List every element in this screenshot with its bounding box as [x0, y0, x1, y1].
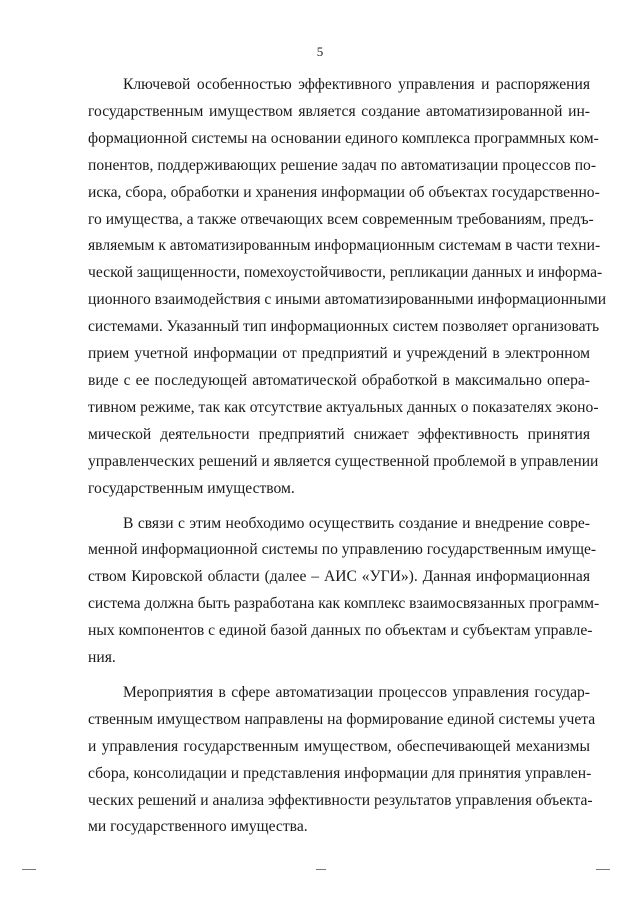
text-line: Мероприятия в сфере автоматизации процессов управления государ- [123, 683, 590, 701]
text-line: иска, сбора, обработки и хранения информации об объектах государственно- [88, 183, 600, 201]
text-line: ством Кировской области (далее – АИС «УГИ»). Данная информационная [88, 568, 590, 586]
body-text [88, 72, 607, 841]
text-line: В связи с этим необходимо осуществить создание и внедрение совре- [123, 514, 590, 532]
paragraph-gap [88, 503, 590, 511]
paragraph-gap [88, 672, 590, 680]
text-line: ственным имуществом направлены на формирование единой системы учета [88, 710, 596, 728]
paragraph-2 [88, 511, 600, 672]
text-line: ния. [88, 649, 116, 667]
text-line: сбора, консолидации и представления информации для принятия управлен- [88, 764, 592, 782]
text-line: и управления государственным имуществом, обеспечивающей механизмы [88, 737, 590, 755]
paragraph-3 [88, 680, 596, 841]
text-line: системами. Указанный тип информационных систем позволяет организовать [88, 318, 600, 336]
text-line: мической деятельности предприятий снижает эффективность принятия [88, 425, 590, 443]
text-line: ческой защищенности, помехоустойчивости, репликации данных и информа- [88, 264, 603, 282]
text-line: государственным имуществом. [88, 479, 295, 497]
text-line: понентов, поддерживающих решение задач по автоматизации процессов по- [88, 156, 597, 174]
text-line: ми государственного имущества. [88, 818, 308, 836]
text-line: тивном режиме, так как отсутствие актуальных данных о показателях эконо- [88, 398, 599, 416]
text-line: являемым к автоматизированным информационным системам в части техни- [88, 237, 601, 255]
text-line: управленческих решений и является существенной проблемой в управлении [88, 452, 599, 470]
text-line: го имущества, а также отвечающих всем современным требованиям, предъ- [88, 210, 594, 228]
text-line: ческих решений и анализа эффективности результатов управления объекта- [88, 791, 593, 809]
scan-speck [596, 869, 610, 870]
text-line: Ключевой особенностью эффективного управления и распоряжения [123, 76, 590, 93]
page-number: 5 [316, 44, 324, 59]
scan-speck [22, 869, 36, 870]
text-line: система должна быть разработана как комплекс взаимосвязанных программ- [88, 595, 600, 613]
text-line: прием учетной информации от предприятий и учреждений в электронном [88, 345, 590, 363]
text-line: формационной системы на основании единого комплекса программных ком- [88, 129, 599, 147]
text-line: менной информационной системы по управлению государственным имуще- [88, 541, 597, 559]
text-line: ционного взаимодействия с иными автоматизированными информационными [88, 291, 607, 309]
text-line: ных компонентов с единой базой данных по объектам и субъектам управле- [88, 622, 593, 640]
paragraph-1 [88, 72, 607, 503]
text-line: государственным имуществом является создание автоматизированной ин- [88, 102, 590, 120]
text-line: виде с ее последующей автоматической обработкой в максимально опера- [88, 371, 590, 389]
scan-speck [316, 869, 326, 870]
